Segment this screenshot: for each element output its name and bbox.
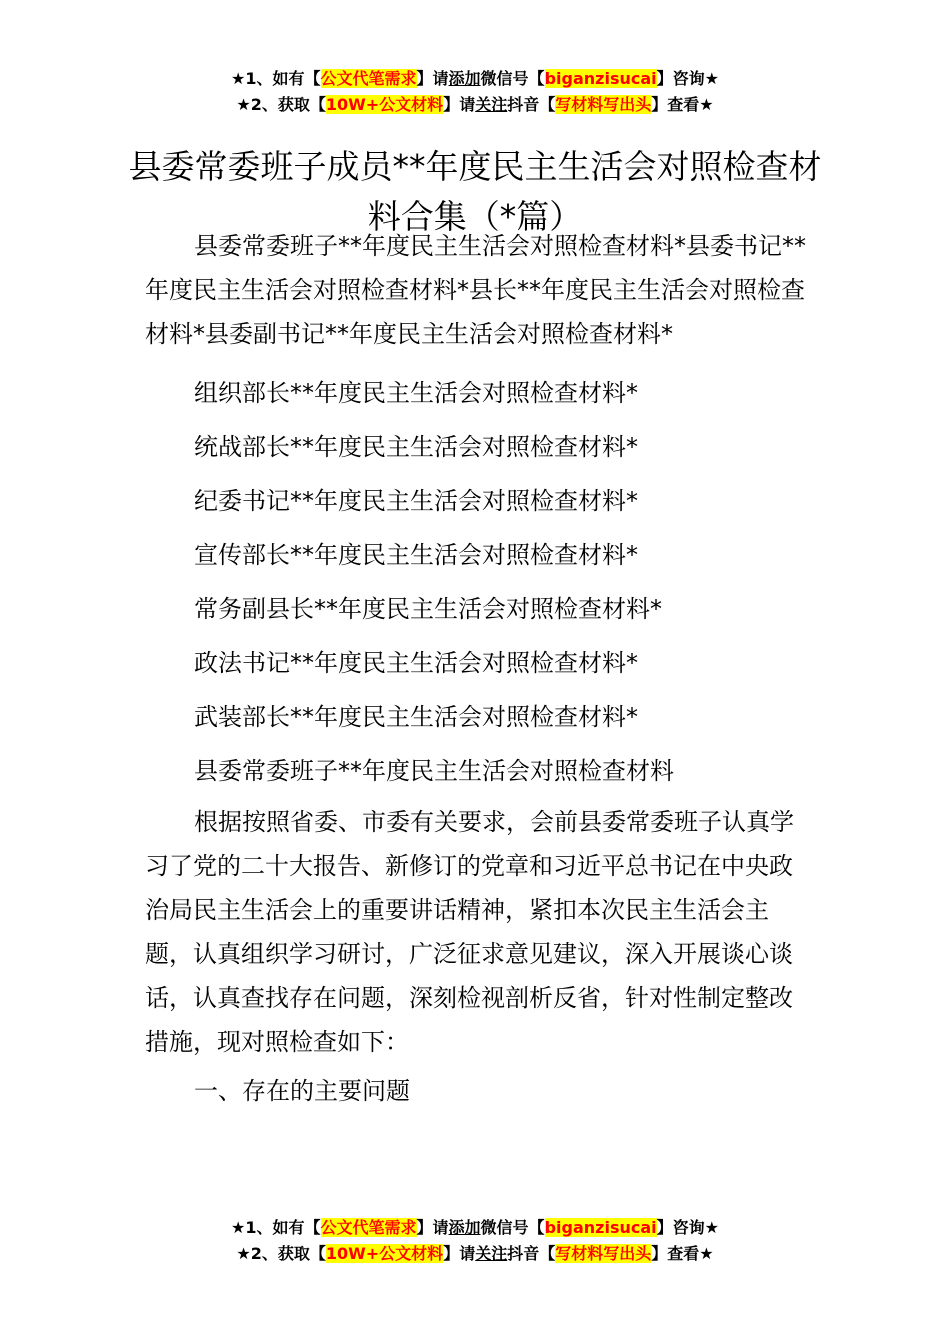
header-banner [0, 66, 950, 118]
section-heading: 一、存在的主要问题 [194, 1077, 410, 1105]
banner-highlight: 公文代笔需求 [320, 69, 417, 88]
list-item: 组织部长**年度民主生活会对照检查材料* [194, 379, 638, 407]
banner-highlight: 10W+公文材料 [325, 1244, 444, 1263]
list-item: 武装部长**年度民主生活会对照检查材料* [194, 703, 638, 731]
banner-line-2: ★2、获取【10W+公文材料】请关注抖音【写材料写出头】查看★ [236, 95, 714, 114]
body-paragraph: 根据按照省委、市委有关要求，会前县委常委班子认真学习了党的二十大报告、新修订的党章和习近平总书记在中央政治局民主生活会上的重要讲话精神，紧扣本次民主生活会主题，认真组织学习研讨，广泛征求意见建议，深入开展谈心谈话，认真查找存在问题，深刻检视剖析反省，针对性制定整改措施，现对照检查如下： [145, 808, 794, 1056]
list-item: 政法书记**年度民主生活会对照检查材料* [194, 649, 638, 677]
banner-wechat-id: biganzisucai [544, 1218, 657, 1237]
list-item: 宣传部长**年度民主生活会对照检查材料* [194, 541, 638, 569]
document-body [145, 224, 810, 1118]
banner-line-1: ★1、如有【公文代笔需求】请添加微信号【biganzisucai】咨询★ [231, 69, 719, 88]
intro-paragraph: 县委常委班子**年度民主生活会对照检查材料*县委书记**年度民主生活会对照检查材料*县长**年度民主生活会对照检查材料*县委副书记**年度民主生活会对照检查材料* [145, 232, 806, 348]
banner-douyin-id: 写材料写出头 [555, 95, 652, 114]
footer-banner [0, 1215, 950, 1267]
banner-highlight: 公文代笔需求 [320, 1218, 417, 1237]
banner-line-2: ★2、获取【10W+公文材料】请关注抖音【写材料写出头】查看★ [236, 1244, 714, 1263]
banner-line-1: ★1、如有【公文代笔需求】请添加微信号【biganzisucai】咨询★ [231, 1218, 719, 1237]
banner-douyin-id: 写材料写出头 [555, 1244, 652, 1263]
banner-wechat-id: biganzisucai [544, 69, 657, 88]
list-item: 统战部长**年度民主生活会对照检查材料* [194, 433, 638, 461]
list-item: 纪委书记**年度民主生活会对照检查材料* [194, 487, 638, 515]
list-item: 县委常委班子**年度民主生活会对照检查材料 [194, 757, 674, 785]
document-title: 县委常委班子成员**年度民主生活会对照检查材料合集（*篇） [128, 147, 822, 237]
banner-highlight: 10W+公文材料 [325, 95, 444, 114]
list-item: 常务副县长**年度民主生活会对照检查材料* [194, 595, 662, 623]
